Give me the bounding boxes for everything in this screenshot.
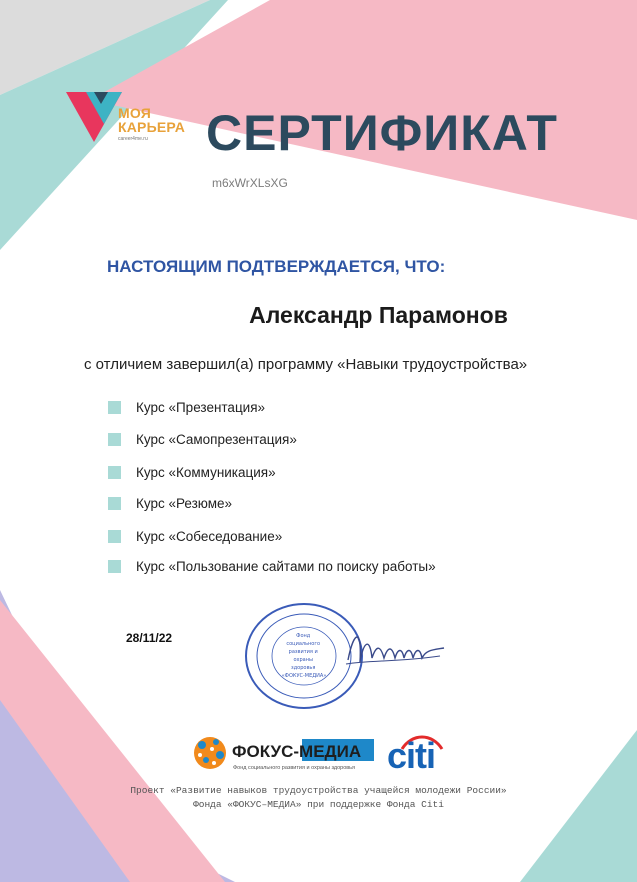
square-bullet-icon [108, 401, 121, 414]
logo-site: career4me.ru [118, 136, 148, 142]
certificate-code: m6xWrXLsXG [212, 176, 288, 190]
logo-text: МОЯ КАРЬЕРА [118, 105, 186, 135]
square-bullet-icon [108, 560, 121, 573]
square-bullet-icon [108, 530, 121, 543]
course-item: Курс «Коммуникация» [108, 463, 276, 481]
program-text: с отличием завершил(а) программу «Навыки трудоустройства» [84, 356, 528, 373]
course-item: Курс «Самопрезентация» [108, 430, 297, 448]
citi-logo: citi [387, 735, 436, 776]
course-item: Курс «Презентация» [108, 398, 265, 416]
recipient-name: Александр Парамонов [249, 302, 508, 328]
moya-karera-logo [64, 86, 184, 156]
logo-triangle-icon [64, 86, 124, 146]
square-bullet-icon [108, 433, 121, 446]
square-bullet-icon [108, 466, 121, 479]
issue-date: 28/11/22 [126, 631, 173, 645]
footer-line-1: Проект «Развитие навыков трудоустройства учащейся молодежи России» [130, 785, 507, 796]
square-bullet-icon [108, 497, 121, 510]
focus-media-subtitle: Фонд социального развития и охраны здоровья [233, 765, 356, 771]
course-item: Курс «Собеседование» [108, 527, 282, 545]
course-item: Курс «Пользование сайтами по поиску работы» [108, 557, 436, 575]
course-item: Курс «Резюме» [108, 494, 232, 512]
signature [340, 620, 450, 680]
certificate-title: СЕРТИФИКАТ [206, 105, 558, 161]
svg-text:ФОКУС-МЕДИА: ФОКУС-МЕДИА [232, 742, 362, 761]
footer-line-2: Фонда «ФОКУС–МЕДИА» при поддержке Фонда Citi [193, 799, 444, 810]
confirm-heading: НАСТОЯЩИМ ПОДТВЕРЖДАЕТСЯ, ЧТО: [107, 257, 446, 276]
svg-text:Фонд социального разви: Фонд социального развития и охраны здоровья «ФОКУС-МЕДИА» [281, 633, 327, 679]
